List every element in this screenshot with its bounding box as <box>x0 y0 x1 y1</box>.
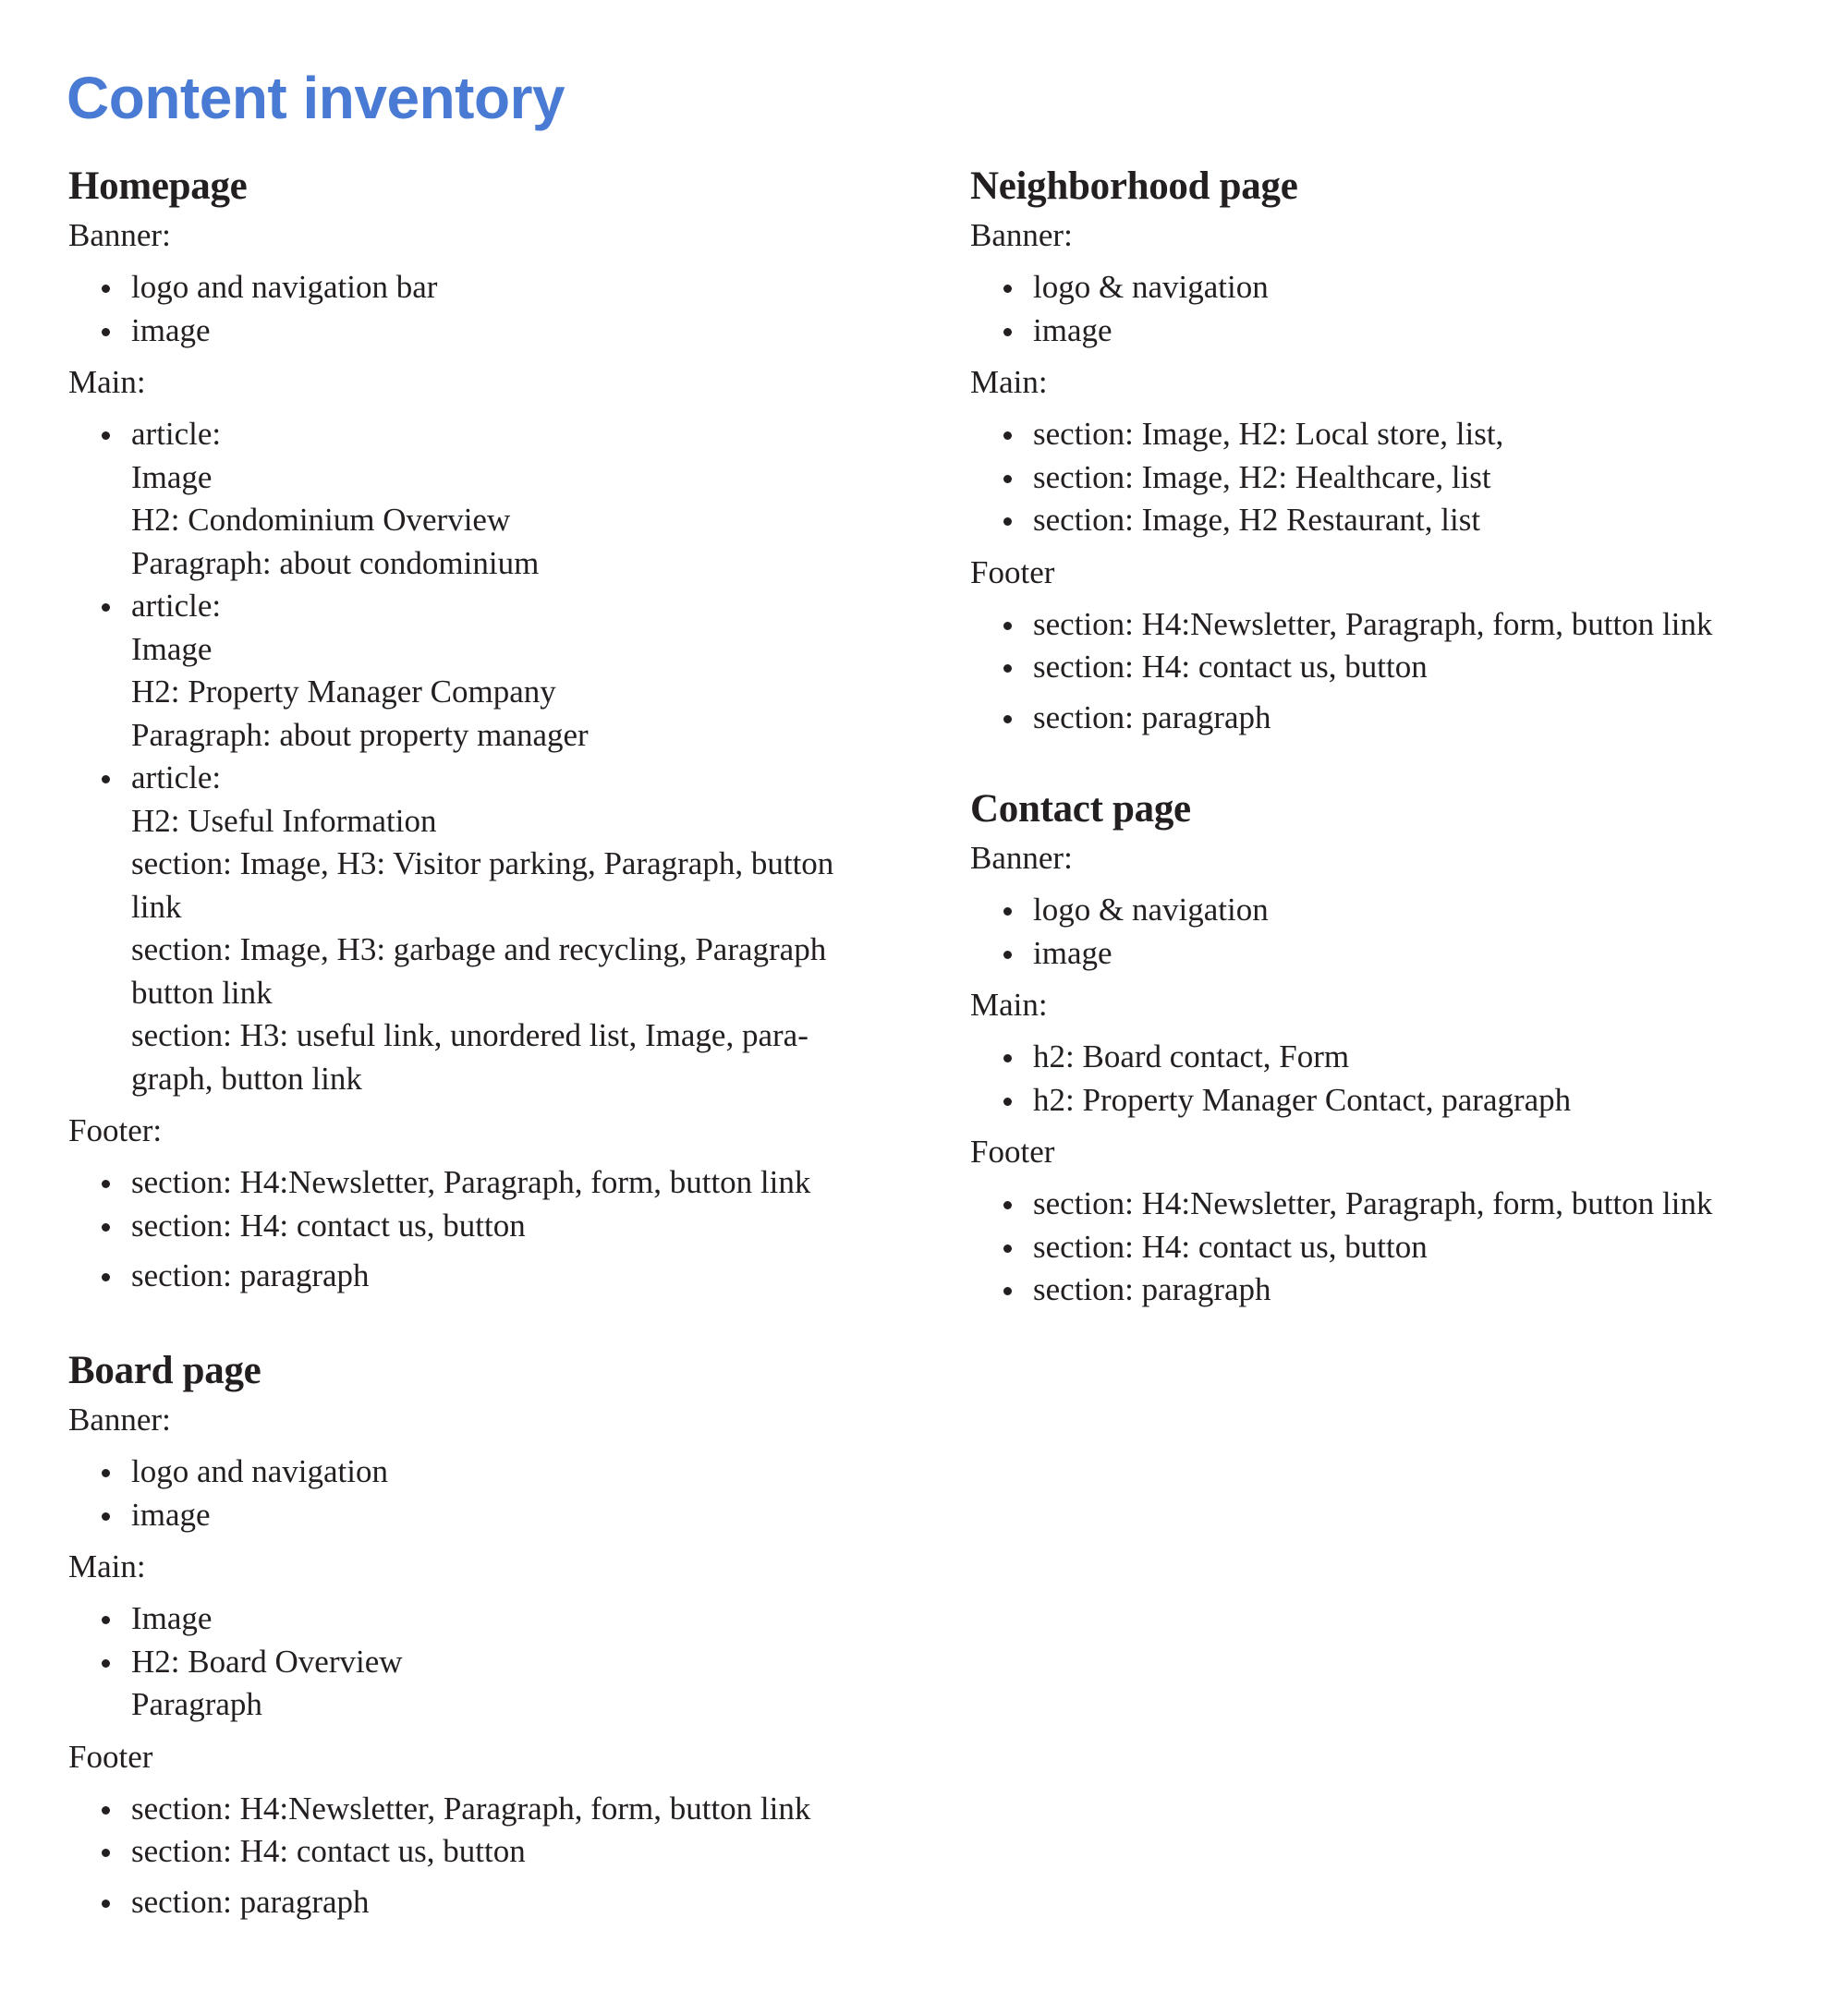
bullet-icon <box>102 603 110 612</box>
bullet-icon <box>1003 951 1012 959</box>
banner-list <box>970 266 1830 352</box>
bullet-icon <box>102 1849 110 1857</box>
list-item: section: H4:Newsletter, Paragraph, form, button link <box>68 1788 918 1831</box>
section-heading: Board page <box>68 1349 261 1392</box>
main-list <box>68 413 918 1100</box>
list-item: section: H4: contact us, button <box>68 1205 918 1248</box>
list-item: section: paragraph <box>68 1881 918 1924</box>
footer-list <box>68 1161 918 1298</box>
bullet-icon <box>1003 285 1012 293</box>
bullet-icon <box>102 1900 110 1908</box>
bullet-icon <box>1003 1201 1012 1209</box>
bullet-icon <box>102 1616 110 1624</box>
page-title: Content inventory <box>67 65 565 131</box>
bullet-icon <box>1003 1098 1012 1106</box>
main-list <box>970 1036 1830 1122</box>
section-board-page <box>68 1345 918 1924</box>
bullet-icon <box>102 1180 110 1188</box>
list-item: article: H2: Useful Information section: Image, H3: Visitor parking, Paragraph, button link section: Image, H3: garbage and recycling, Paragraph button link section: H3: useful link, unordered list, Image, para- graph, button link <box>68 757 918 1100</box>
list-item: image <box>68 310 918 353</box>
group-label-banner: Banner: <box>970 217 1073 253</box>
group-label-banner: Banner: <box>68 1402 171 1438</box>
list-item: section: H4: contact us, button <box>970 646 1830 689</box>
banner-list <box>68 1451 918 1536</box>
bullet-icon <box>102 285 110 293</box>
section-homepage <box>68 161 918 1298</box>
group-label-footer: Footer <box>970 1134 1055 1170</box>
list-item: section: Image, H2 Restaurant, list <box>970 499 1830 542</box>
bullet-icon <box>102 1512 110 1521</box>
list-item: h2: Property Manager Contact, paragraph <box>970 1079 1830 1123</box>
list-item: section: H4:Newsletter, Paragraph, form, button link <box>970 603 1830 647</box>
section-contact-page <box>970 783 1830 1312</box>
list-item: section: paragraph <box>970 697 1830 740</box>
footer-list <box>970 1183 1830 1312</box>
banner-list <box>68 266 918 352</box>
group-label-main: Main: <box>970 987 1048 1023</box>
list-item: section: paragraph <box>68 1255 918 1298</box>
list-item: article: Image H2: Condominium Overview Paragraph: about condominium <box>68 413 918 585</box>
bullet-icon <box>102 1806 110 1815</box>
group-label-footer: Footer <box>970 553 1055 590</box>
bullet-icon <box>1003 1054 1012 1062</box>
list-item: article: Image H2: Property Manager Company Paragraph: about property manager <box>68 585 918 757</box>
bullet-icon <box>1003 1244 1012 1253</box>
bullet-icon <box>102 431 110 440</box>
list-item: section: H4: contact us, button <box>68 1830 918 1874</box>
main-list <box>68 1597 918 1727</box>
bullet-icon <box>102 1659 110 1668</box>
main-list <box>970 413 1830 542</box>
list-item: Image <box>68 1597 918 1641</box>
section-heading: Homepage <box>68 164 248 208</box>
group-label-main: Main: <box>970 364 1048 400</box>
list-item: section: Image, H2: Healthcare, list <box>970 456 1830 500</box>
bullet-icon <box>1003 431 1012 440</box>
section-heading: Neighborhood page <box>970 164 1298 208</box>
bullet-icon <box>102 1469 110 1477</box>
bullet-icon <box>1003 517 1012 526</box>
list-item: image <box>970 310 1830 353</box>
footer-list <box>68 1788 918 1924</box>
bullet-icon <box>102 1273 110 1281</box>
bullet-icon <box>1003 715 1012 723</box>
bullet-icon <box>1003 328 1012 336</box>
bullet-icon <box>1003 664 1012 673</box>
bullet-icon <box>1003 622 1012 630</box>
list-item: section: Image, H2: Local store, list, <box>970 413 1830 456</box>
footer-list <box>970 603 1830 740</box>
list-item: image <box>970 932 1830 976</box>
section-heading: Contact page <box>970 787 1191 831</box>
list-item: section: H4:Newsletter, Paragraph, form, button link <box>68 1161 918 1205</box>
bullet-icon <box>102 1223 110 1232</box>
list-item: section: H4: contact us, button <box>970 1226 1830 1269</box>
bullet-icon <box>1003 475 1012 483</box>
list-item: h2: Board contact, Form <box>970 1036 1830 1079</box>
banner-list <box>970 889 1830 975</box>
section-neighborhood-page <box>970 161 1830 739</box>
list-item: section: H4:Newsletter, Paragraph, form, button link <box>970 1183 1830 1226</box>
bullet-icon <box>1003 1287 1012 1295</box>
list-item: logo & navigation <box>970 889 1830 932</box>
bullet-icon <box>1003 907 1012 916</box>
group-label-footer: Footer: <box>68 1112 163 1148</box>
bullet-icon <box>102 328 110 336</box>
bullet-icon <box>102 775 110 783</box>
group-label-banner: Banner: <box>68 217 171 253</box>
list-item: image <box>68 1494 918 1537</box>
group-label-footer: Footer <box>68 1738 153 1775</box>
list-item: logo and navigation bar <box>68 266 918 310</box>
list-item: logo and navigation <box>68 1451 918 1494</box>
group-label-main: Main: <box>68 1548 146 1584</box>
list-item: logo & navigation <box>970 266 1830 310</box>
list-item: H2: Board Overview Paragraph <box>68 1641 918 1727</box>
group-label-banner: Banner: <box>970 840 1073 876</box>
list-item: section: paragraph <box>970 1269 1830 1312</box>
group-label-main: Main: <box>68 364 146 400</box>
